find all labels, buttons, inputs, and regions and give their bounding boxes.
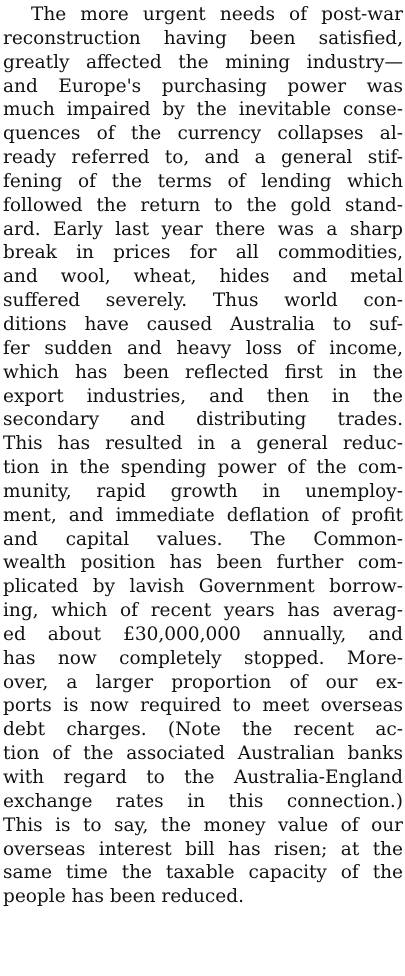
text-line: plicated by lavish Government borrow- — [3, 576, 403, 598]
text-line: tion in the spending power of the com- — [3, 457, 403, 479]
text-line: tion of the associated Australian banks — [3, 743, 403, 765]
text-line: over, a larger proportion of our ex- — [3, 671, 403, 693]
text-line: ready referred to, and a general stif- — [3, 147, 403, 169]
text-line: fer sudden and heavy loss of income, — [3, 337, 403, 359]
text-line: with regard to the Australia-England — [3, 767, 403, 788]
text-line: break in prices for all commodities, — [3, 242, 403, 264]
text-line: This is to say, the money value of our — [3, 814, 403, 836]
article-column — [3, 3, 403, 909]
text-line: ing, which of recent years has averag- — [3, 600, 403, 622]
text-line: wealth position has been further com- — [3, 552, 403, 574]
text-line: has now completely stopped. More- — [3, 647, 403, 669]
text-line: ports is now required to meet overseas — [3, 695, 403, 717]
text-line: and wool, wheat, hides and metal — [3, 266, 403, 288]
text-line: munity, rapid growth in unemploy- — [3, 480, 403, 502]
text-line: suffered severely. Thus world con- — [3, 290, 403, 312]
text-line: overseas interest bill has risen; at the — [3, 838, 403, 860]
text-line: export industries, and then in the — [3, 385, 403, 407]
text-line: people has been reduced. — [3, 886, 244, 908]
text-line: quences of the currency collapses al- — [3, 123, 403, 145]
text-line: and capital values. The Common- — [3, 528, 403, 550]
text-line: This has resulted in a general reduc- — [3, 433, 403, 455]
text-line: reconstruction having been satisfied, — [3, 27, 403, 49]
text-line: greatly affected the mining industry— — [3, 51, 403, 73]
text-line: secondary and distributing trades. — [3, 409, 403, 431]
text-line: which has been reflected first in the — [3, 361, 403, 383]
text-line: fening of the terms of lending which — [3, 170, 403, 192]
text-line: much impaired by the inevitable conse- — [3, 99, 403, 121]
text-line: followed the return to the gold stand- — [3, 194, 403, 216]
text-line: ditions have caused Australia to suf- — [3, 313, 403, 335]
text-line: ed about £30,000,000 annually, and — [3, 623, 403, 645]
text-line: debt charges. (Note the recent ac- — [3, 719, 403, 741]
text-line: The more urgent needs of post-war — [31, 4, 403, 25]
text-line: and Europe's purchasing power was — [3, 75, 403, 97]
text-line: same time the taxable capacity of the — [3, 862, 403, 884]
text-line: ment, and immediate deflation of profit — [3, 504, 403, 526]
text-line: ard. Early last year there was a sharp — [3, 218, 403, 240]
text-line: exchange rates in this connection.) — [3, 790, 403, 812]
